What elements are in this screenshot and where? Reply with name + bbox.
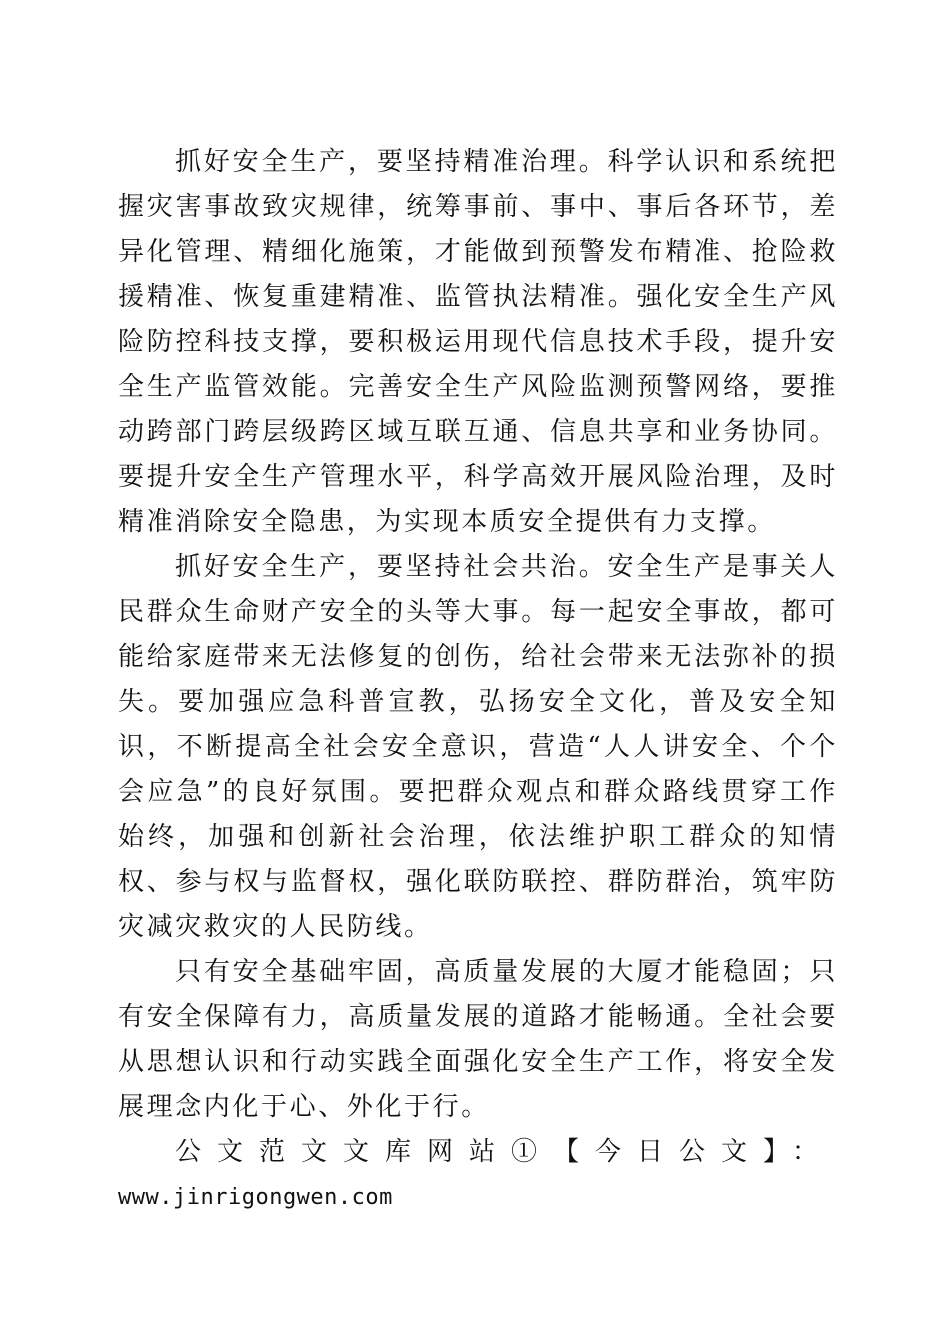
paragraph-social-cogovernance: 抓好安全生产，要坚持社会共治。安全生产是事关人民群众生命财产安全的头等大事。每一起安全事故，都可能给家庭带来无法修复的创伤，给社会带来无法弥补的损失。要加强应急科普宣教，弘扬安全文化，普及安全知识，不断提高全社会安全意识，营造“人人讲安全、个个会应急”的良好氛围。要把群众观点和群众路线贯穿工作始终，加强和创新社会治理，依法维护职工群众的知情权、参与权与监督权，强化联防联控、群防群治，筑牢防灾减灾救灾的人民防线。 bbox=[118, 552, 838, 942]
source-url: www.jinrigongwen.com bbox=[118, 1185, 393, 1210]
paragraph-conclusion: 只有安全基础牢固，高质量发展的大厦才能稳固；只有安全保障有力，高质量发展的道路才能畅通。全社会要从思想认识和行动实践全面强化安全生产工作，将安全发展理念内化于心、外化于行。 bbox=[118, 957, 838, 1122]
document-body bbox=[118, 140, 838, 1220]
source-label: 公文范文文库网站①【今日公文】： bbox=[175, 1137, 835, 1167]
paragraph-precise-governance: 抓好安全生产，要坚持精准治理。科学认识和系统把握灾害事故致灾规律，统筹事前、事中、事后各环节，差异化管理、精细化施策，才能做到预警发布精准、抢险救援精准、恢复重建精准、监管执法精准。强化安全生产风险防控科技支撑，要积极运用现代信息技术手段，提升安全生产监管效能。完善安全生产风险监测预警网络，要推动跨部门跨层级跨区域互联互通、信息共享和业务协同。要提升安全生产管理水平，科学高效开展风险治理，及时精准消除安全隐患，为实现本质安全提供有力支撑。 bbox=[118, 147, 838, 537]
source-footer bbox=[118, 1130, 838, 1220]
